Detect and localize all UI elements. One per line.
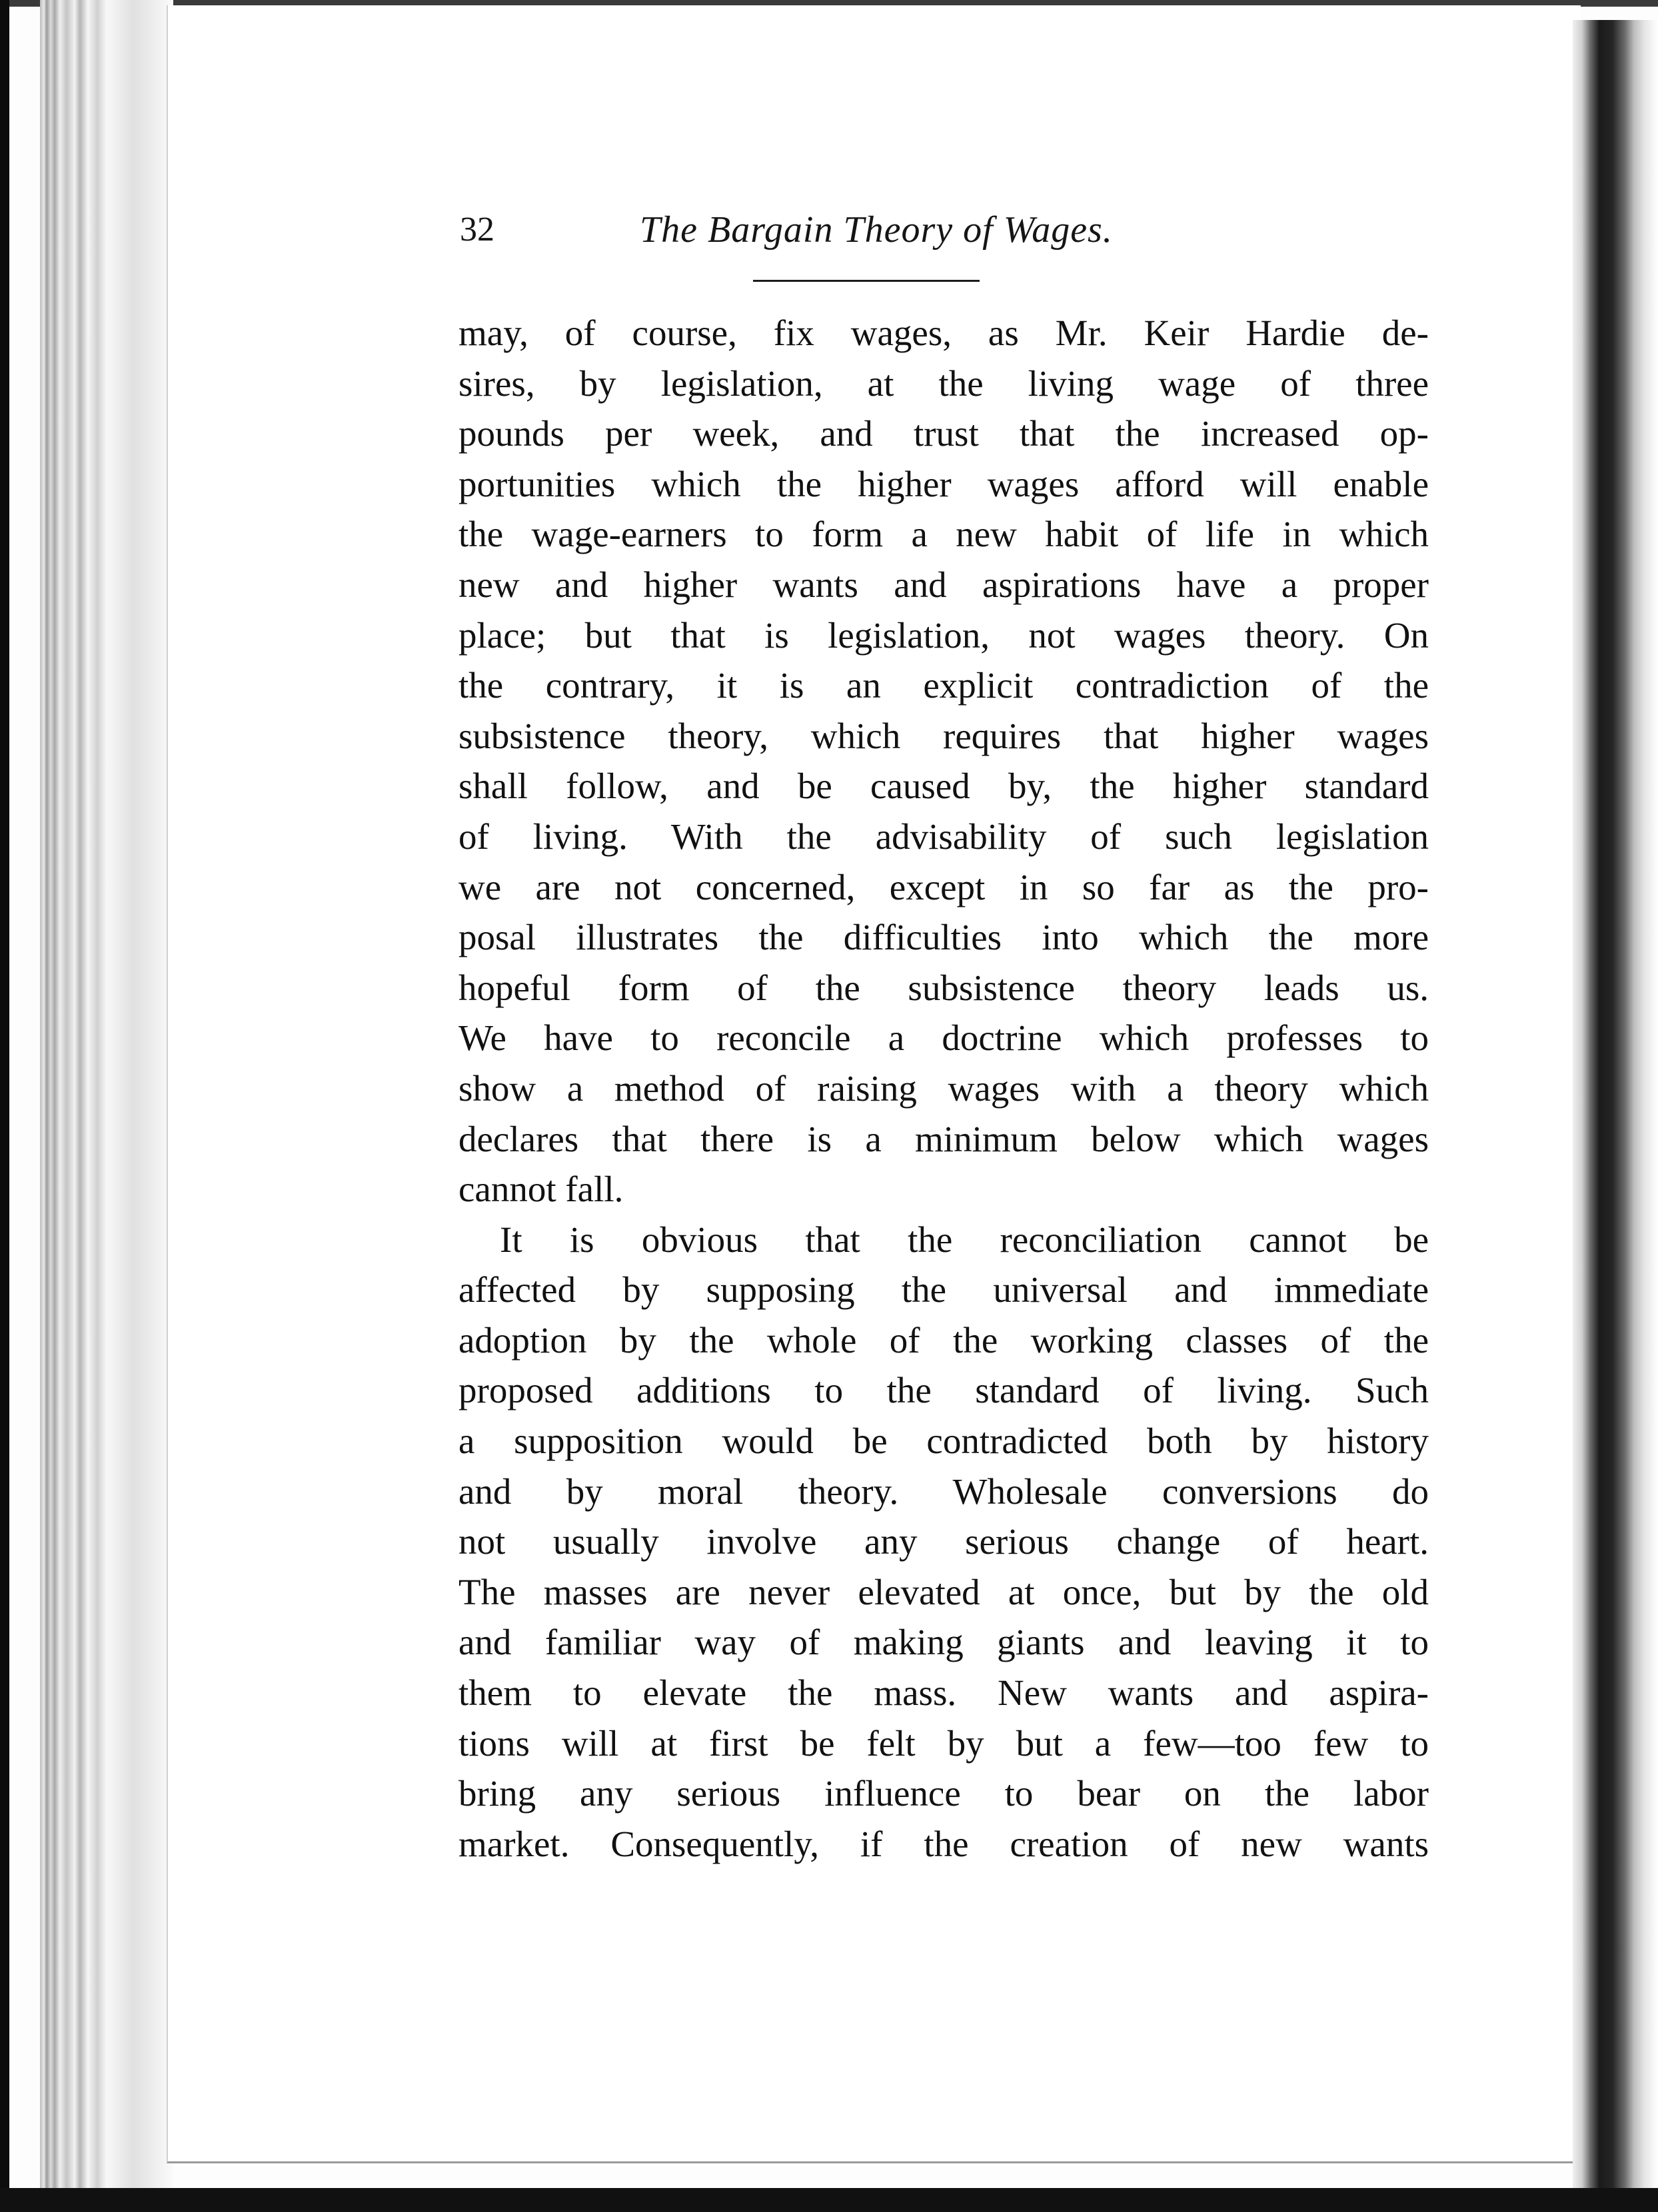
text-line: posal illustrates the difficulties into which the more (458, 917, 1429, 958)
body-text (458, 308, 1429, 1869)
text-line: them to elevate the mass. New wants and aspira- (458, 1672, 1429, 1714)
text-line: not usually involve any serious change of heart. (458, 1521, 1429, 1562)
text-line: and by moral theory. Wholesale conversions do (458, 1470, 1429, 1512)
text-line: The masses are never elevated at once, but by the old (458, 1571, 1429, 1612)
running-title: The Bargain Theory of Wages. (640, 209, 1113, 251)
text-line: place; but that is legislation, not wages theory. On (458, 614, 1429, 656)
book-page-edges (40, 0, 173, 2188)
text-line: the wage-earners to form a new habit of life in which (458, 514, 1429, 555)
page-number: 32 (460, 211, 494, 249)
text-line: market. Consequently, if the creation of new wants (458, 1823, 1429, 1864)
text-line: of living. With the advisability of such legislation (458, 816, 1429, 857)
scan-border-bottom (0, 2188, 1658, 2212)
text-line: the contrary, it is an explicit contradiction of the (458, 665, 1429, 706)
text-line: show a method of raising wages with a theory which (458, 1067, 1429, 1109)
text-line: a supposition would be contradicted both by history (458, 1420, 1429, 1462)
text-line: declares that there is a minimum below which wages (458, 1118, 1429, 1159)
text-line: pounds per week, and trust that the increased op- (458, 413, 1429, 454)
text-line: may, of course, fix wages, as Mr. Keir Hardie de- (458, 312, 1429, 353)
text-line: subsistence theory, which requires that higher wages (458, 715, 1429, 756)
running-head (460, 200, 1246, 260)
text-line: affected by supposing the universal and immediate (458, 1269, 1429, 1311)
header-rule (753, 280, 980, 282)
text-line: bring any serious influence to bear on the labor (458, 1773, 1429, 1814)
text-line: hopeful form of the subsistence theory leads us. (458, 967, 1429, 1008)
text-line: proposed additions to the standard of living. Such (458, 1370, 1429, 1411)
text-line: It is obvious that the reconciliation cannot be (500, 1219, 1429, 1260)
text-line: tions will at first be felt by but a few—too few to (458, 1722, 1429, 1764)
text-line: and familiar way of making giants and leaving it to (458, 1622, 1429, 1663)
scan-border-left (0, 0, 9, 2212)
book-gutter-shadow (1573, 20, 1658, 2192)
text-line: portunities which the higher wages afford will enable (458, 463, 1429, 504)
text-line: adoption by the whole of the working classes of the (458, 1319, 1429, 1361)
text-line: cannot fall. (458, 1169, 624, 1210)
text-line: we are not concerned, except in so far as the pro- (458, 866, 1429, 907)
text-line: We have to reconcile a doctrine which professes to (458, 1017, 1429, 1059)
text-line: shall follow, and be caused by, the higher standard (458, 766, 1429, 807)
text-line: sires, by legislation, at the living wage of three (458, 362, 1429, 404)
text-line: new and higher wants and aspirations have a proper (458, 564, 1429, 605)
